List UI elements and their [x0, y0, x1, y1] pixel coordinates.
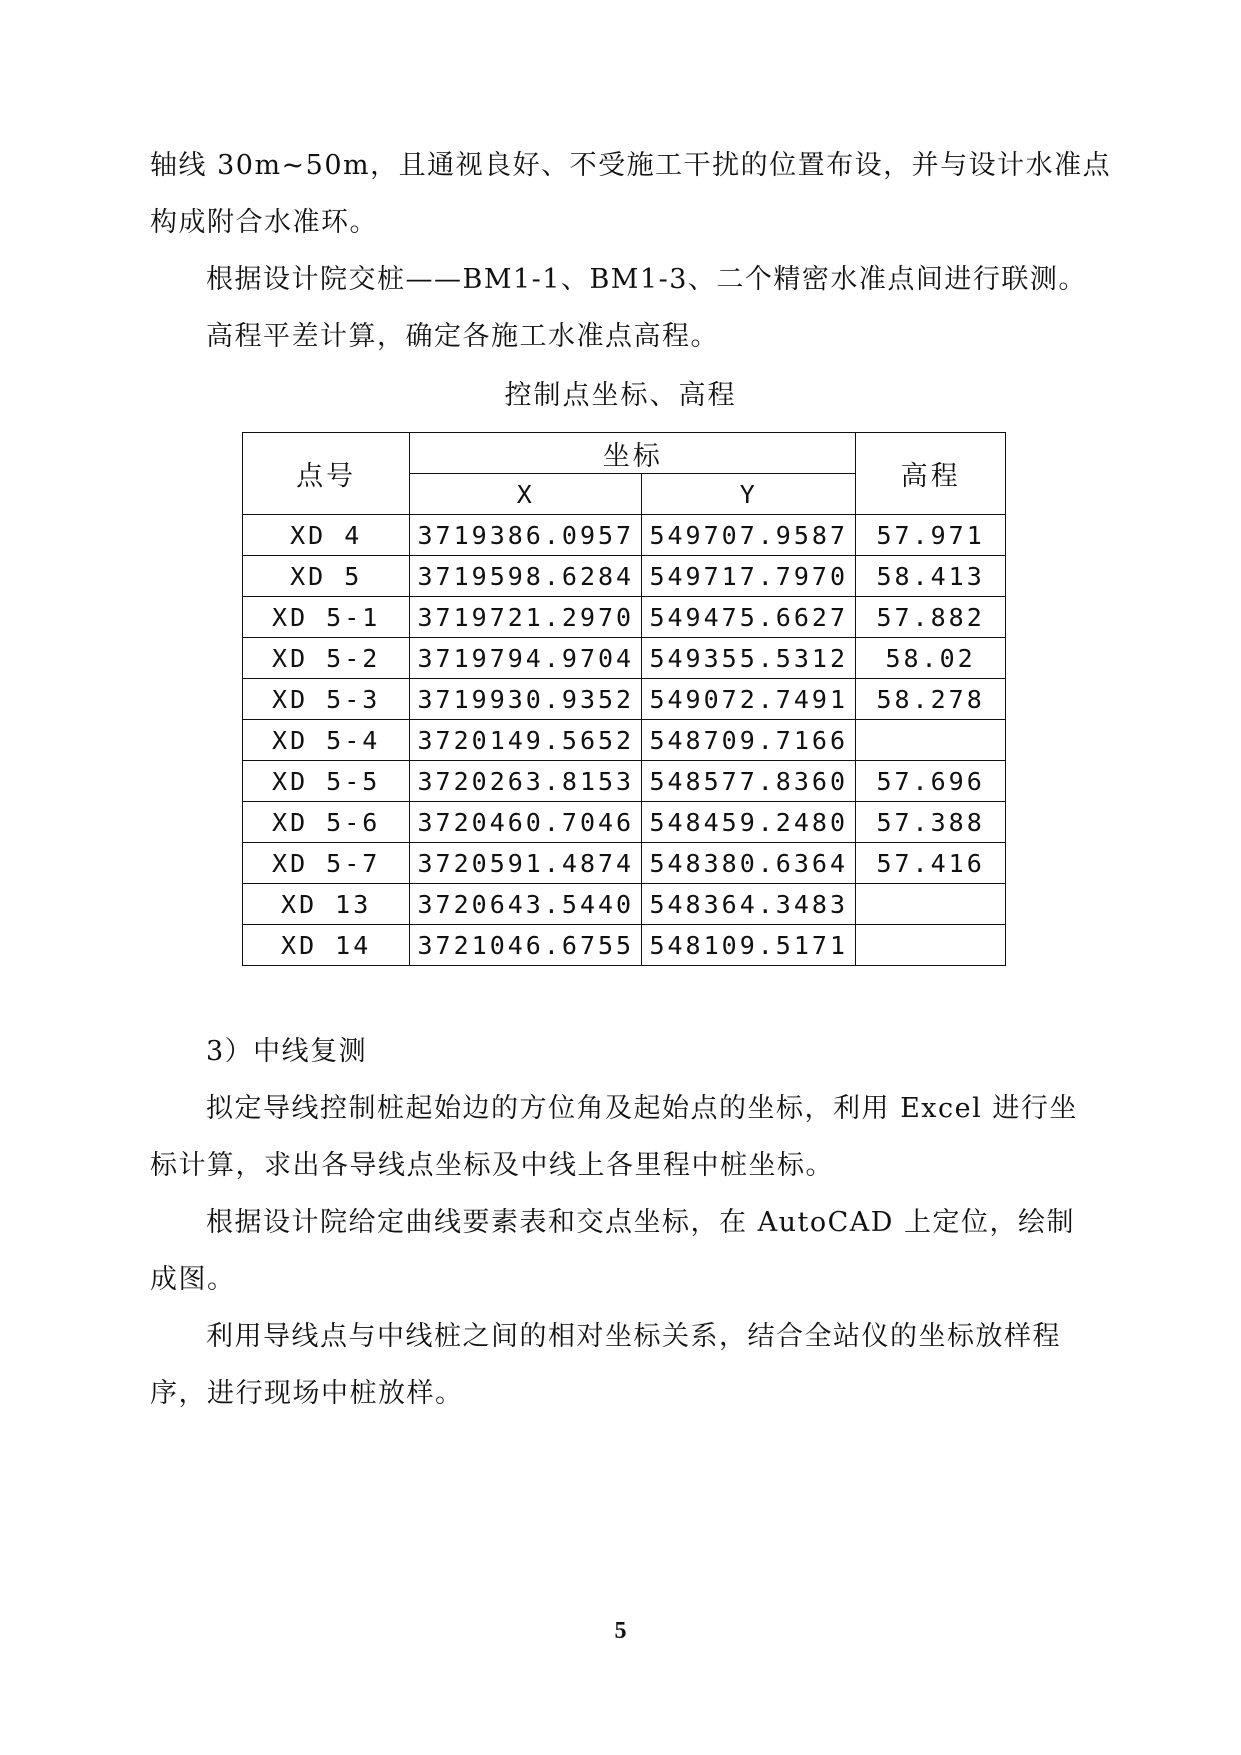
- paragraph-line: 轴线 30m~50m，且通视良好、不受施工干扰的位置布设，并与设计水准点: [150, 150, 1112, 181]
- cell-x: 3720149.5652: [410, 720, 642, 761]
- cell-x: 3719598.6284: [410, 556, 642, 597]
- header-point-number: 点号: [243, 433, 410, 515]
- cell-point: XD 5-4: [243, 720, 410, 761]
- cell-x: 3719386.0957: [410, 515, 642, 556]
- cell-y: 548709.7166: [642, 720, 856, 761]
- paragraph-line: 标计算，求出各导线点坐标及中线上各里程中桩坐标。: [150, 1150, 834, 1181]
- header-y: Y: [642, 474, 856, 515]
- cell-x: 3720591.4874: [410, 843, 642, 884]
- table-row: [243, 843, 1006, 884]
- cell-point: XD 14: [243, 925, 410, 966]
- cell-y: 549355.5312: [642, 638, 856, 679]
- cell-x: 3720643.5440: [410, 884, 642, 925]
- cell-point: XD 13: [243, 884, 410, 925]
- cell-x: 3721046.6755: [410, 925, 642, 966]
- paragraph-line: 利用导线点与中线桩之间的相对坐标关系，结合全站仪的坐标放样程: [206, 1321, 1061, 1352]
- table-row: [243, 925, 1006, 966]
- cell-y: 549072.7491: [642, 679, 856, 720]
- cell-y: 549475.6627: [642, 597, 856, 638]
- cell-point: XD 5: [243, 556, 410, 597]
- section-heading: 3）中线复测: [206, 1036, 368, 1067]
- cell-x: 3720263.8153: [410, 761, 642, 802]
- cell-y: 549707.9587: [642, 515, 856, 556]
- header-coordinates: 坐标: [410, 433, 856, 474]
- cell-elev: 58.02: [856, 638, 1006, 679]
- table-caption: 控制点坐标、高程: [504, 380, 737, 411]
- table-row: [243, 638, 1006, 679]
- table-row: [243, 802, 1006, 843]
- table-row: [243, 679, 1006, 720]
- cell-elev: [856, 925, 1006, 966]
- cell-elev: 57.416: [856, 843, 1006, 884]
- paragraph-line: 拟定导线控制桩起始边的方位角及起始点的坐标，利用 Excel 进行坐: [206, 1093, 1078, 1124]
- cell-y: 548380.6364: [642, 843, 856, 884]
- paragraph-bm-survey: 根据设计院交桩——BM1-1、BM1-3、二个精密水准点间进行联测。: [206, 264, 1087, 295]
- cell-y: 548109.5171: [642, 925, 856, 966]
- table-row: [243, 884, 1006, 925]
- cell-point: XD 5-2: [243, 638, 410, 679]
- cell-elev: [856, 884, 1006, 925]
- cell-point: XD 5-3: [243, 679, 410, 720]
- table-row: [243, 720, 1006, 761]
- cell-elev: 57.696: [856, 761, 1006, 802]
- cell-point: XD 5-7: [243, 843, 410, 884]
- cell-elev: 57.971: [856, 515, 1006, 556]
- cell-x: 3719930.9352: [410, 679, 642, 720]
- table-row: [243, 761, 1006, 802]
- header-elevation: 高程: [856, 433, 1006, 515]
- cell-y: 548364.3483: [642, 884, 856, 925]
- control-point-table: [242, 432, 1006, 966]
- cell-elev: 58.413: [856, 556, 1006, 597]
- paragraph-line: 成图。: [150, 1264, 236, 1295]
- cell-x: 3719794.9704: [410, 638, 642, 679]
- table-row: [243, 597, 1006, 638]
- paragraph-line: 根据设计院给定曲线要素表和交点坐标，在 AutoCAD 上定位，绘制: [206, 1207, 1075, 1238]
- paragraph-line: 序，进行现场中桩放样。: [150, 1378, 464, 1409]
- cell-elev: 57.388: [856, 802, 1006, 843]
- cell-y: 548459.2480: [642, 802, 856, 843]
- header-x: X: [410, 474, 642, 515]
- cell-point: XD 4: [243, 515, 410, 556]
- cell-point: XD 5-1: [243, 597, 410, 638]
- paragraph-line: 构成附合水准环。: [150, 207, 378, 238]
- table-row: [243, 515, 1006, 556]
- cell-elev: 57.882: [856, 597, 1006, 638]
- cell-point: XD 5-6: [243, 802, 410, 843]
- cell-x: 3719721.2970: [410, 597, 642, 638]
- cell-y: 548577.8360: [642, 761, 856, 802]
- cell-y: 549717.7970: [642, 556, 856, 597]
- page-number: 5: [614, 1618, 627, 1644]
- paragraph-elevation: 高程平差计算，确定各施工水准点高程。: [206, 321, 719, 352]
- cell-x: 3720460.7046: [410, 802, 642, 843]
- cell-point: XD 5-5: [243, 761, 410, 802]
- cell-elev: [856, 720, 1006, 761]
- table-row: [243, 556, 1006, 597]
- cell-elev: 58.278: [856, 679, 1006, 720]
